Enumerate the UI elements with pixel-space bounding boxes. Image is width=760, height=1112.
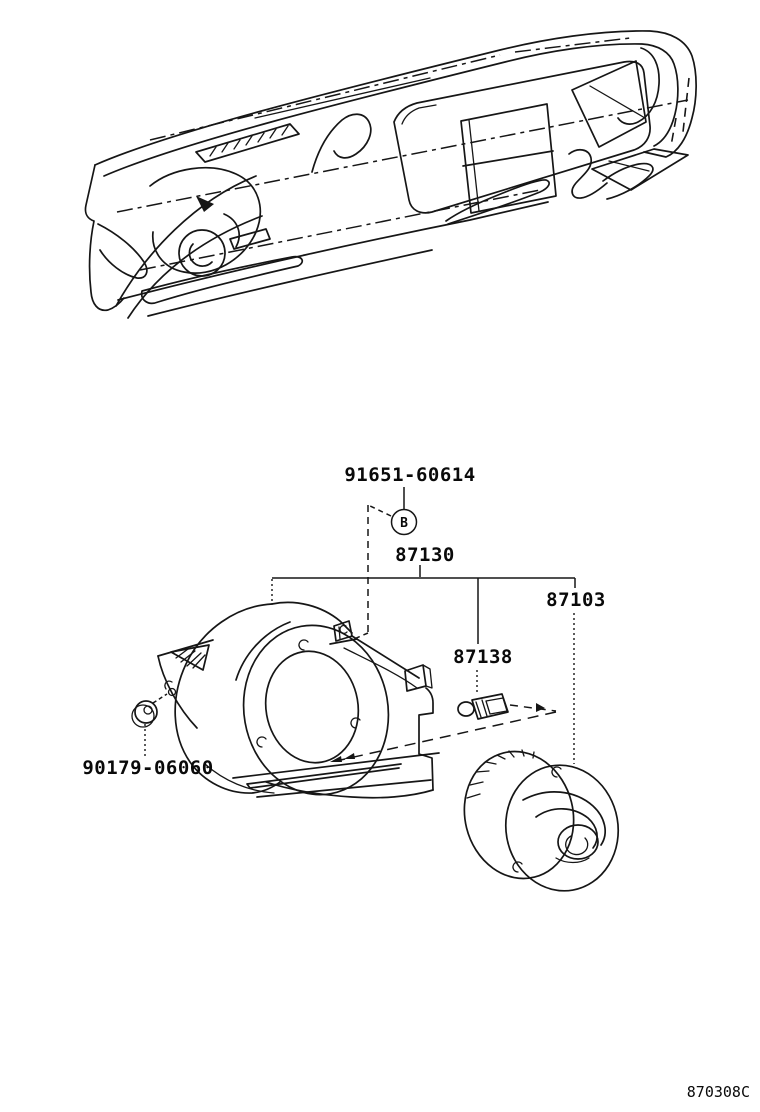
part-labels [82, 464, 750, 1101]
blower-resistor-drawing [458, 694, 508, 719]
leader-lines [145, 487, 575, 764]
screw-drawing [132, 701, 157, 727]
part-number-blower-resistor: 87138 [453, 646, 513, 668]
part-number-blower-assembly: 87130 [395, 544, 455, 566]
part-number-blower-motor: 87103 [546, 589, 606, 611]
part-number-clip-screw: 91651-60614 [344, 464, 476, 486]
figure-code: 870308C [686, 1083, 750, 1101]
instrument-panel-drawing [85, 31, 696, 318]
callout-letter-b: B [400, 516, 408, 531]
blower-motor-drawing [451, 740, 628, 900]
part-number-screw: 90179-06060 [82, 757, 214, 779]
